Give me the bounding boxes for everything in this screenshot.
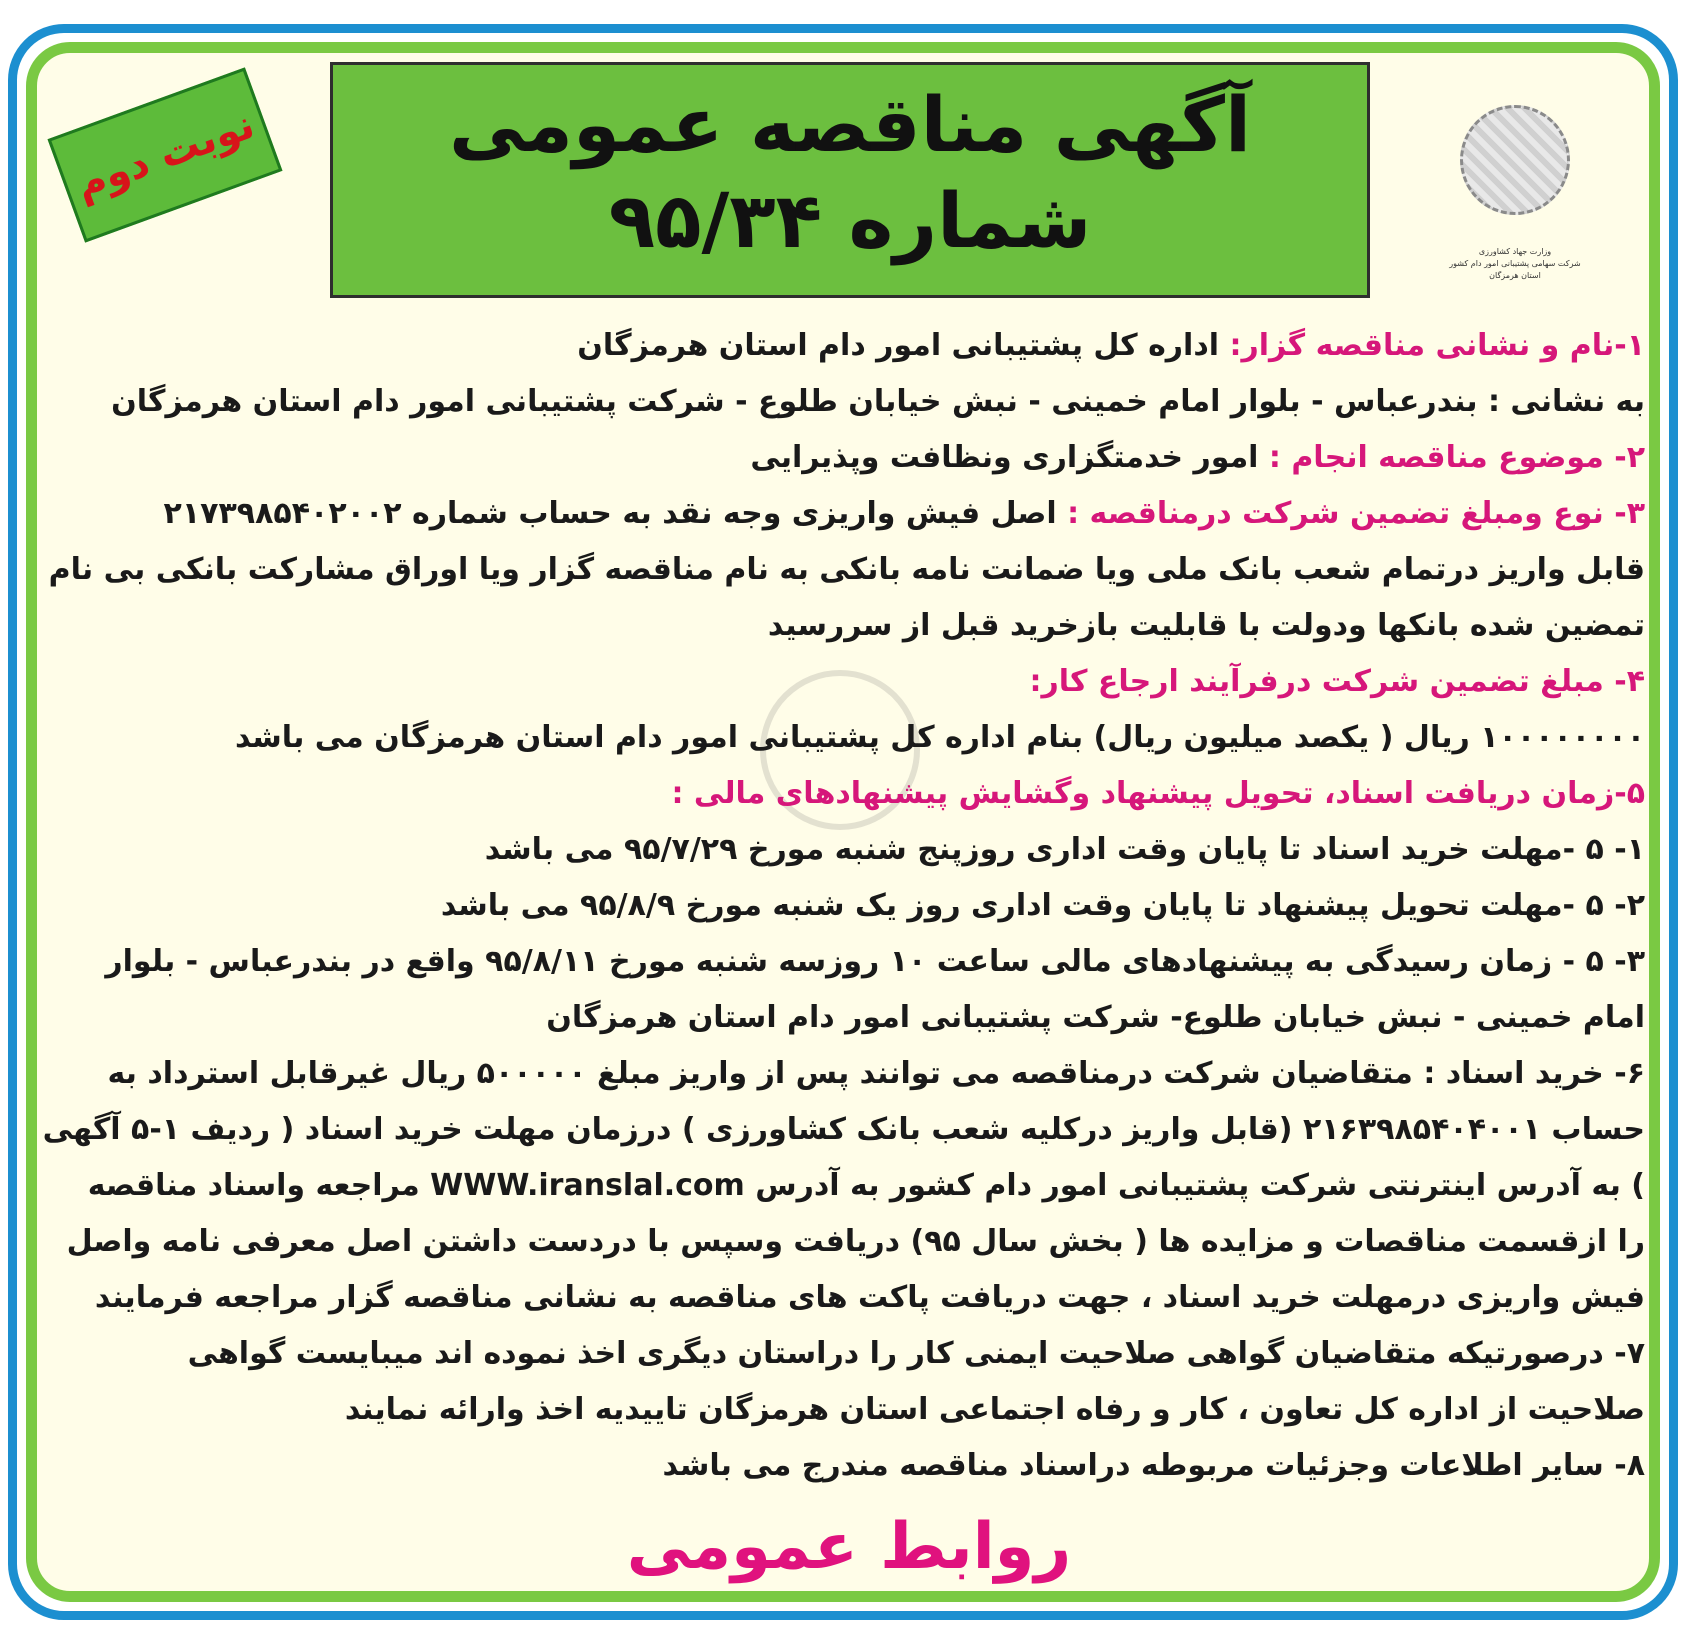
item-6-line-2: حساب ۲۱۶۳۹۸۵۴۰۴۰۰۱ (قابل واریز درکلیه شعب بانک کشاورزی ) درزمان مهلت خرید اسناد ( ردیف ۱-۵ آگهی bbox=[42, 1112, 1645, 1147]
logo-caption-1: وزارت جهاد کشاورزی bbox=[1478, 247, 1552, 256]
item-3-text: اصل فیش واریزی وجه نقد به حساب شماره ۲۱۷۳۹۸۵۴۰۲۰۰۲ bbox=[163, 496, 1068, 531]
tender-number: شماره ۹۵/۳۴ bbox=[608, 176, 1092, 265]
item-1 bbox=[55, 318, 1645, 374]
item-2 bbox=[55, 430, 1645, 486]
item-1-label: ۱-نام و نشانی مناقصه گزار: bbox=[1229, 328, 1645, 363]
item-6-line-3: ) به آدرس اینترنتی شرکت پشتیبانی امور دام کشور به آدرس WWW.iranslal.com مراجعه واسناد مناقصه bbox=[87, 1168, 1645, 1203]
item-5-3: ۳- ۵ - زمان رسیدگی به پیشنهادهای مالی ساعت ۱۰ روزسه شنبه مورخ ۹۵/۸/۱۱ واقع در بندرعباس - بلوار bbox=[105, 944, 1645, 979]
item-3-line-3: تمضین شده بانکها ودولت با قابلیت بازخرید قبل از سررسید bbox=[767, 608, 1645, 643]
item-5-label: ۵-زمان دریافت اسناد، تحویل پیشنهاد وگشایش پیشنهادهای مالی : bbox=[671, 776, 1645, 811]
logo-caption-2: شرکت سهامی پشتیبانی امور دام کشور bbox=[1449, 259, 1581, 268]
footer-signature: روابط عمومی bbox=[626, 1510, 1072, 1584]
notice-body bbox=[42, 318, 1645, 1494]
item-3 bbox=[55, 486, 1645, 542]
item-1-address: به نشانی : بندرعباس - بلوار امام خمینی - نبش خیابان طلوع - شرکت پشتیبانی امور دام استان هرمزگان bbox=[111, 384, 1645, 419]
item-6-line-4: را ازقسمت مناقصات و مزایده ها ( بخش سال ۹۵) دریافت وسپس با دردست داشتن اصل معرفی نامه واصل bbox=[66, 1224, 1645, 1259]
item-3-label: ۳- نوع ومبلغ تضمین شرکت درمناقصه : bbox=[1067, 496, 1645, 531]
item-7-line-1: ۷- درصورتیکه متقاضیان گواهی صلاحیت ایمنی کار را دراستان دیگری اخذ نموده اند میبایست گواهی bbox=[187, 1336, 1645, 1371]
item-7-line-2: صلاحیت از اداره کل تعاون ، کار و رفاه اجتماعی استان هرمزگان تاییدیه اخذ وارائه نمایند bbox=[344, 1392, 1645, 1427]
ministry-logo bbox=[1449, 105, 1581, 280]
emblem-icon bbox=[1460, 105, 1570, 215]
item-6-line-1: ۶- خرید اسناد : متقاضیان شرکت درمناقصه می توانند پس از واریز مبلغ ۵۰۰۰۰۰ ریال غیرقابل استرداد به bbox=[107, 1056, 1645, 1091]
logo-caption-3: استان هرمزگان bbox=[1489, 271, 1541, 280]
item-5-2: ۲- ۵ -مهلت تحویل پیشنهاد تا پایان وقت اداری روز یک شنبه مورخ ۹۵/۸/۹ می باشد bbox=[440, 888, 1645, 923]
item-2-text: امور خدمتگزاری ونظافت وپذیرایی bbox=[750, 440, 1269, 475]
item-6-line-5: فیش واریزی درمهلت خرید اسناد ، جهت دریافت پاکت های مناقصه به نشانی مناقصه گزار مراجعه فرمایند bbox=[94, 1280, 1645, 1315]
badge-label: نوبت دوم bbox=[69, 101, 261, 209]
title-box bbox=[330, 62, 1370, 298]
item-1-text: اداره کل پشتیبانی امور دام استان هرمزگان bbox=[577, 328, 1230, 363]
item-4-label: ۴- مبلغ تضمین شرکت درفرآیند ارجاع کار: bbox=[1029, 664, 1645, 699]
item-8: ۸- سایر اطلاعات وجزئیات مربوطه دراسناد مناقصه مندرج می باشد bbox=[662, 1448, 1645, 1483]
item-5-1: ۱- ۵ -مهلت خرید اسناد تا پایان وقت اداری روزپنج شنبه مورخ ۹۵/۷/۲۹ می باشد bbox=[484, 832, 1645, 867]
item-5-3-cont: امام خمینی - نبش خیابان طلوع- شرکت پشتیبانی امور دام استان هرمزگان bbox=[546, 1000, 1645, 1035]
page-title: آگهی مناقصه عمومی bbox=[448, 80, 1252, 169]
item-3-line-2: قابل واریز درتمام شعب بانک ملی ویا ضمانت نامه بانکی به نام مناقصه گزار ویا اوراق مشارکت بانکی بی نام bbox=[48, 552, 1645, 587]
item-4-text: ۱۰۰۰۰۰۰۰۰ ریال ( یکصد میلیون ریال) بنام اداره کل پشتیبانی امور دام استان هرمزگان می باشد bbox=[234, 720, 1645, 755]
item-2-label: ۲- موضوع مناقصه انجام : bbox=[1268, 440, 1645, 475]
